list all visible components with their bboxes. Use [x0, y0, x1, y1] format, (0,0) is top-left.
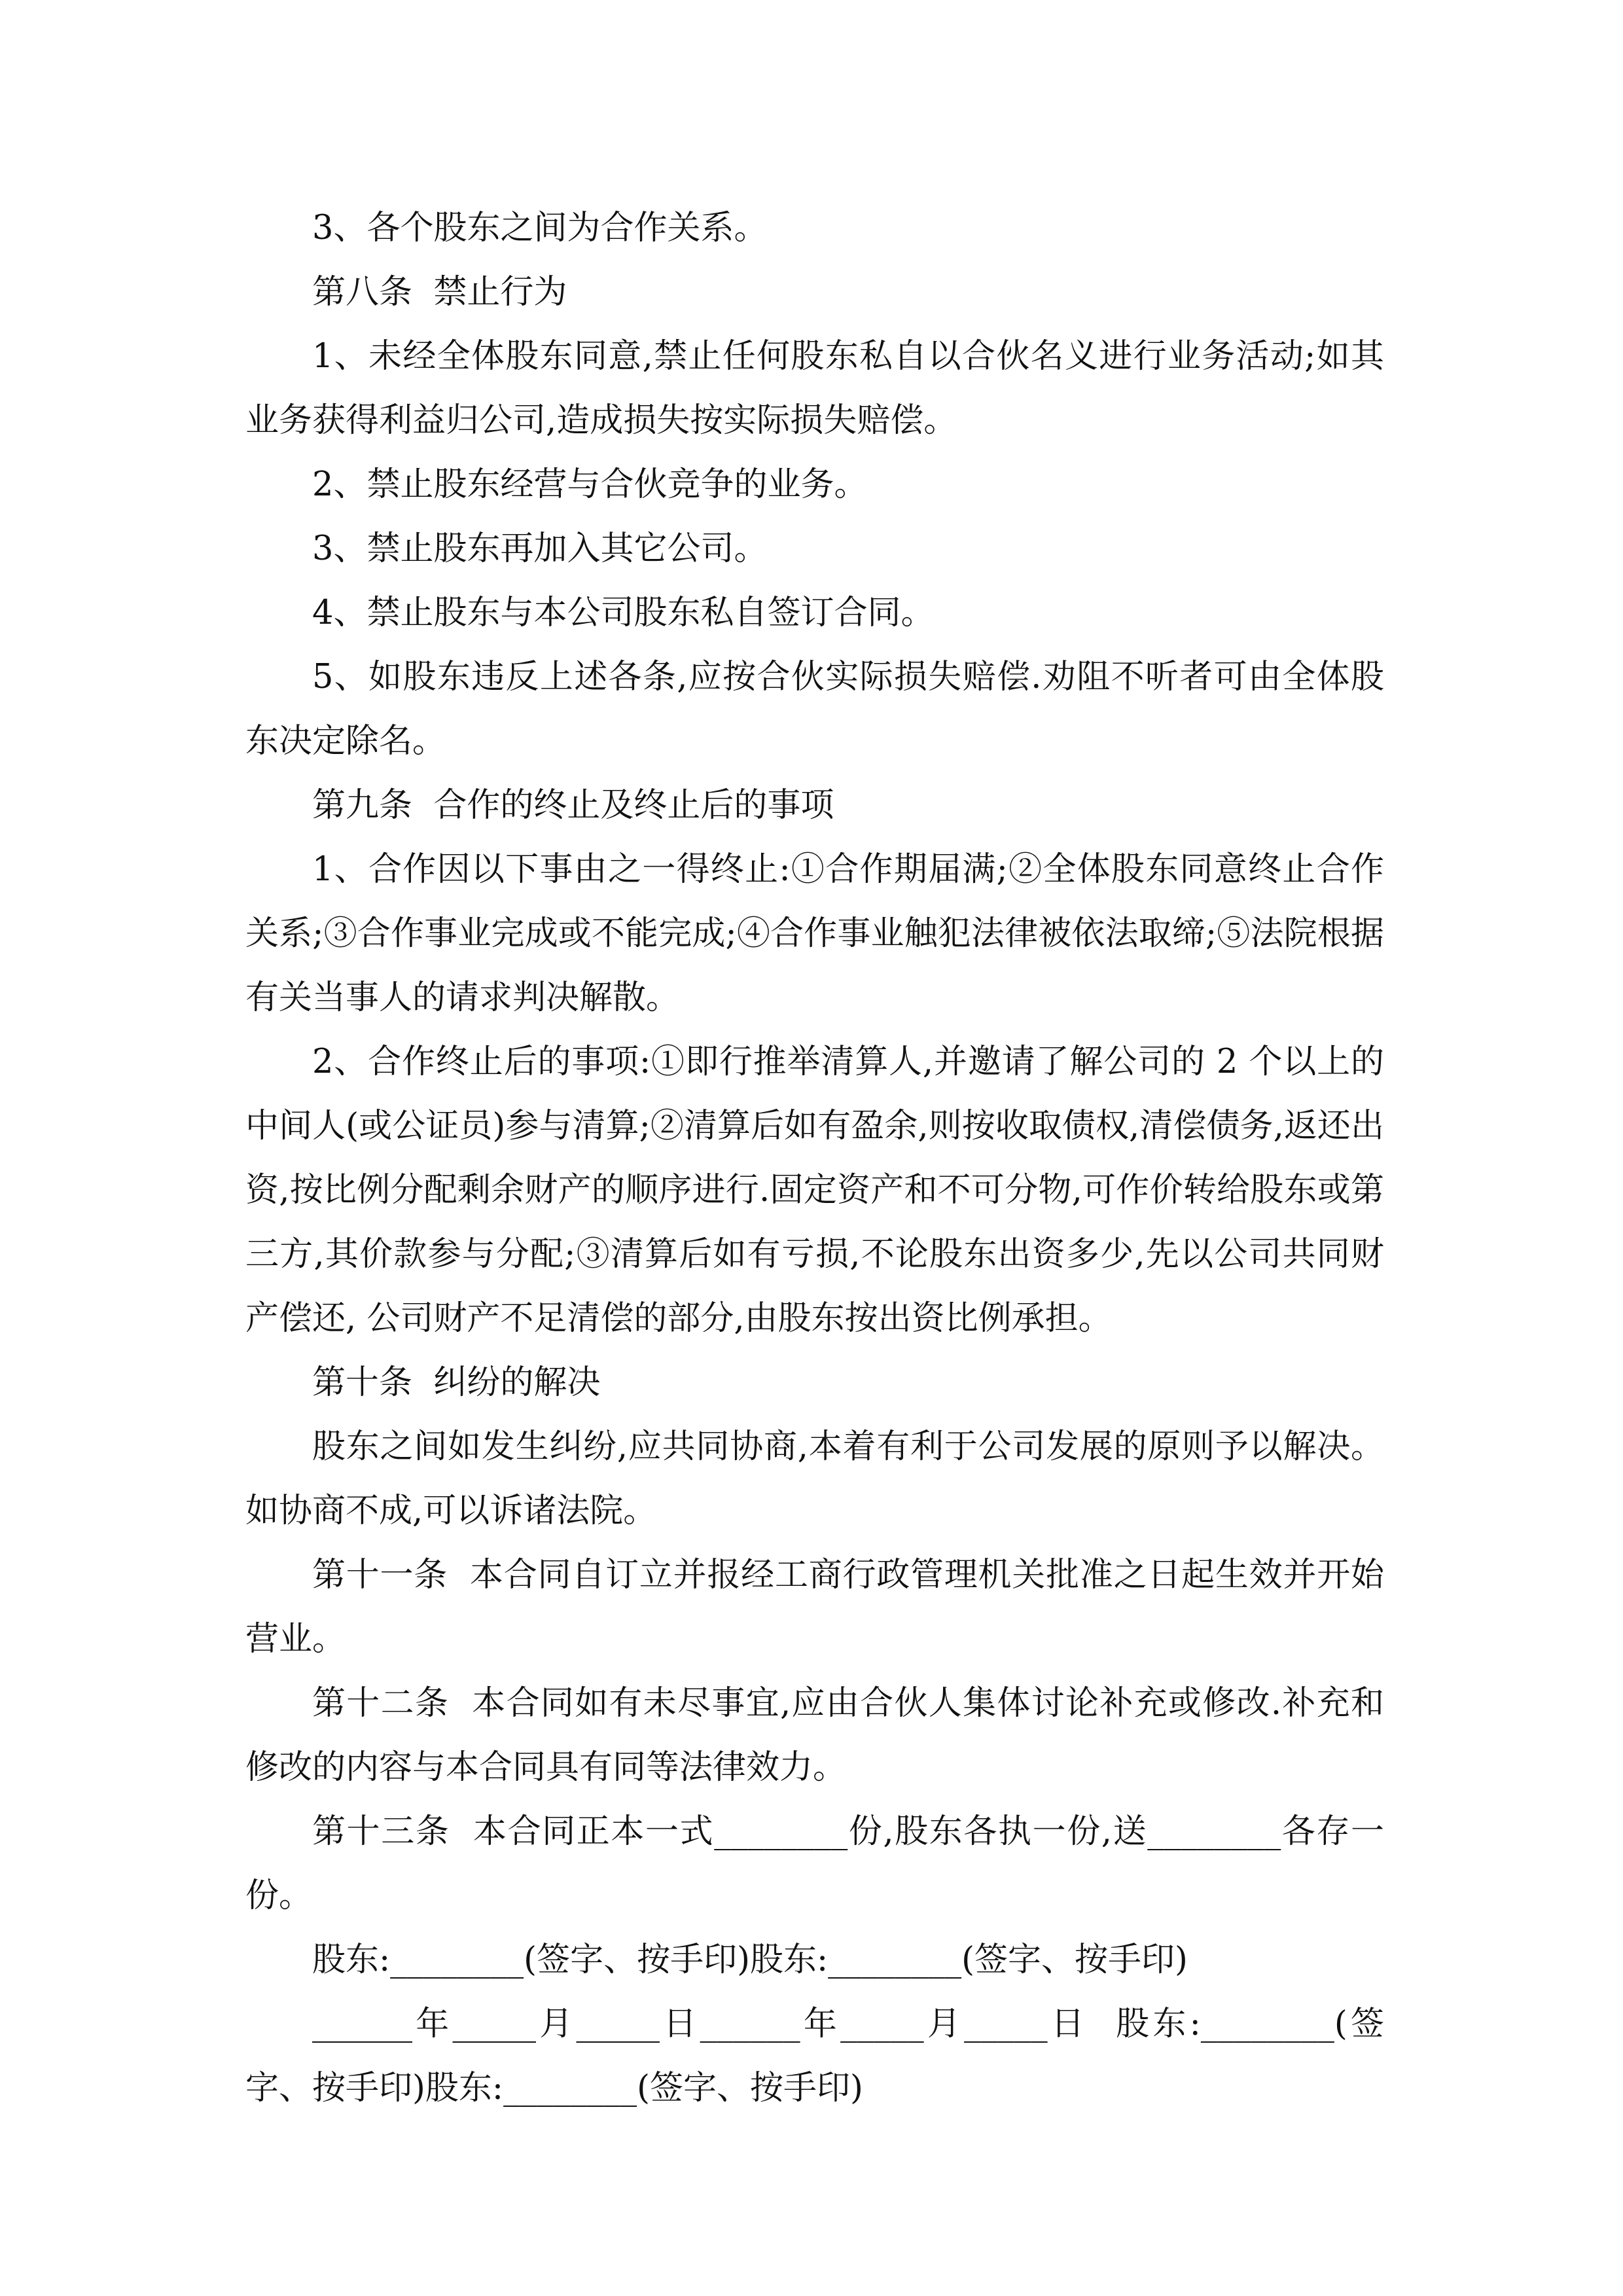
paragraph-article-8-item-3: 3、禁止股东再加入其它公司。	[312, 529, 768, 568]
signature-line-2: ______年_____月_____日______年_____月_____日 股东:________(签字、按手印)股东:________(签字、按手印)	[245, 2005, 1384, 2108]
heading-article-8: 第八条 禁止行为	[312, 273, 567, 312]
paragraph-article-13: 第十三条 本合同正本一式________份,股东各执一份,送________各存一份。	[245, 1812, 1384, 1915]
paragraph-article-8-item-5: 5、如股东违反上述各条,应按合伙实际损失赔偿.劝阻不听者可由全体股东决定除名。	[245, 658, 1384, 761]
paragraph-clause-7-item-3: 3、各个股东之间为合作关系。	[312, 209, 768, 247]
paragraph-article-9-item-2: 2、合作终止后的事项:①即行推举清算人,并邀请了解公司的 2 个以上的中间人(或公证员)参与清算;②清算后如有盈余,则按收取债权,清偿债务,返还出资,按比例分配剩余财产的顺序进行.固定资产和不可分物,可作价转给股东或第三方,其价款参与分配;③清算后如有亏损,不论股东出资多少,先以公司共同财产偿还, 公司财产不足清偿的部分,由股东按出资比例承担。	[245, 1043, 1384, 1338]
paragraph-article-9-item-1: 1、合作因以下事由之一得终止:①合作期届满;②全体股东同意终止合作关系;③合作事业完成或不能完成;④合作事业触犯法律被依法取缔;⑤法院根据有关当事人的请求判决解散。	[245, 850, 1384, 1017]
paragraph-article-10: 股东之间如发生纠纷,应共同协商,本着有利于公司发展的原则予以解决。如协商不成,可以诉诸法院。	[245, 1427, 1384, 1530]
signature-line-1: 股东:________(签字、按手印)股东:________(签字、按手印)	[312, 1941, 1188, 1979]
paragraph-article-11: 第十一条 本合同自订立并报经工商行政管理机关批准之日起生效并开始营业。	[245, 1556, 1384, 1659]
paragraph-article-8-item-2: 2、禁止股东经营与合伙竞争的业务。	[312, 465, 868, 504]
paragraph-article-8-item-4: 4、禁止股东与本公司股东私自签订合同。	[312, 594, 935, 632]
paragraph-article-12: 第十二条 本合同如有未尽事宜,应由合伙人集体讨论补充或修改.补充和修改的内容与本合同具有同等法律效力。	[245, 1684, 1384, 1787]
heading-article-9: 第九条 合作的终止及终止后的事项	[312, 786, 834, 825]
document-body	[245, 196, 1384, 2121]
heading-article-10: 第十条 纠纷的解决	[312, 1363, 601, 1402]
paragraph-article-8-item-1: 1、未经全体股东同意,禁止任何股东私自以合伙名义进行业务活动;如其业务获得利益归公司,造成损失按实际损失赔偿。	[245, 337, 1384, 440]
